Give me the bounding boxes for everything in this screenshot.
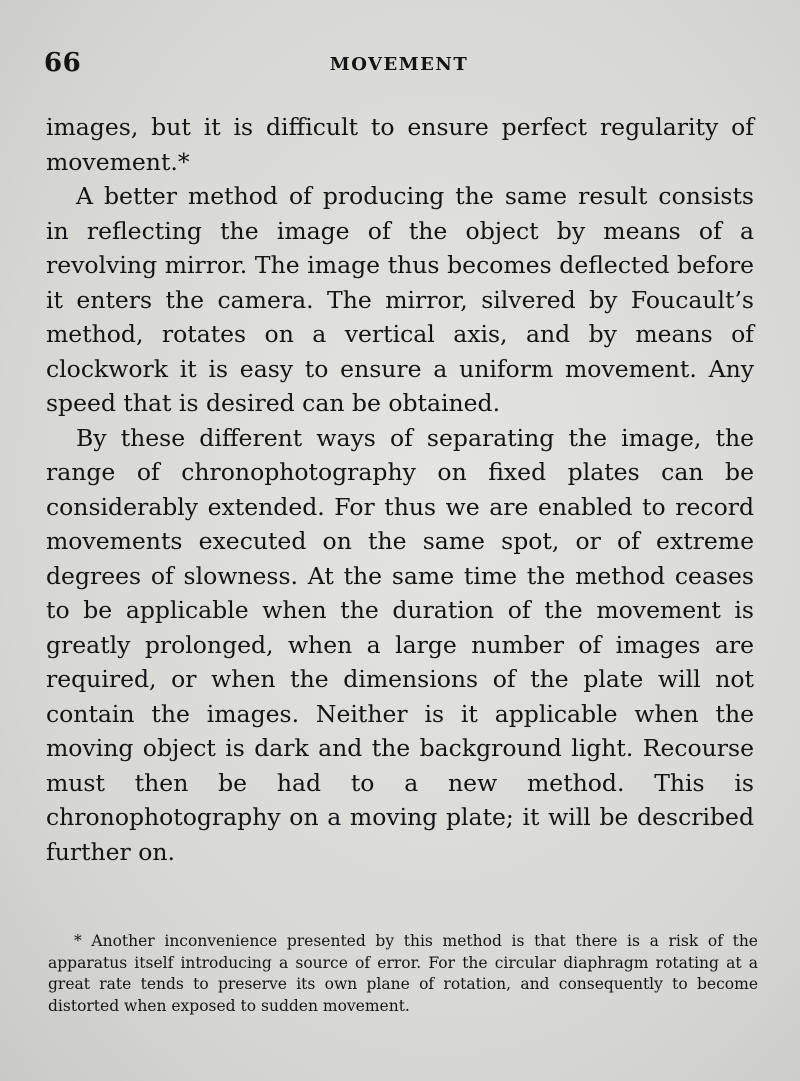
paragraph-revolving-mirror: A better method of producing the same result consists in reflecting the image of the object by means of a revolving mirror. The image thus becomes deflected before it enters the camera. The mirror, silvered by Foucault’s method, rotates on a vertical axis, and by means of clockwork it is easy to ensure a uniform movement. Any speed that is desired can be obtained. (46, 182, 754, 417)
body-text (46, 110, 754, 869)
paragraph-continued: images, but it is difficult to ensure perfect regularity of movement.* (46, 113, 754, 176)
running-head: MOVEMENT (329, 54, 469, 75)
paragraph-separating-image: By these different ways of separating the image, the range of chronophotography on fixed plates can be considerably extended. For thus we are enabled to record movements executed on the same spot, or of extreme degrees of slowness. At the same time the method ceases to be applicable when the duration of the movement is greatly prolonged, when a large number of images are required, or when the dimensions of the plate will not contain the images. Neither is it applicable when the moving object is dark and the background light. Recourse must then be had to a new method. This is chronophotography on a moving plate; it will be described further on. (46, 423, 754, 866)
footnote (48, 931, 758, 1017)
footnote-text: * Another inconvenience presented by this method is that there is a risk of the apparatus itself introducing a source of error. For the circular diaphragm rotating at a great rate tends to preserve its own plane of rotation, and consequently to become distorted when exposed to sudden movement. (48, 932, 758, 1015)
page-number: 66 (44, 48, 82, 78)
page-header (44, 48, 754, 82)
